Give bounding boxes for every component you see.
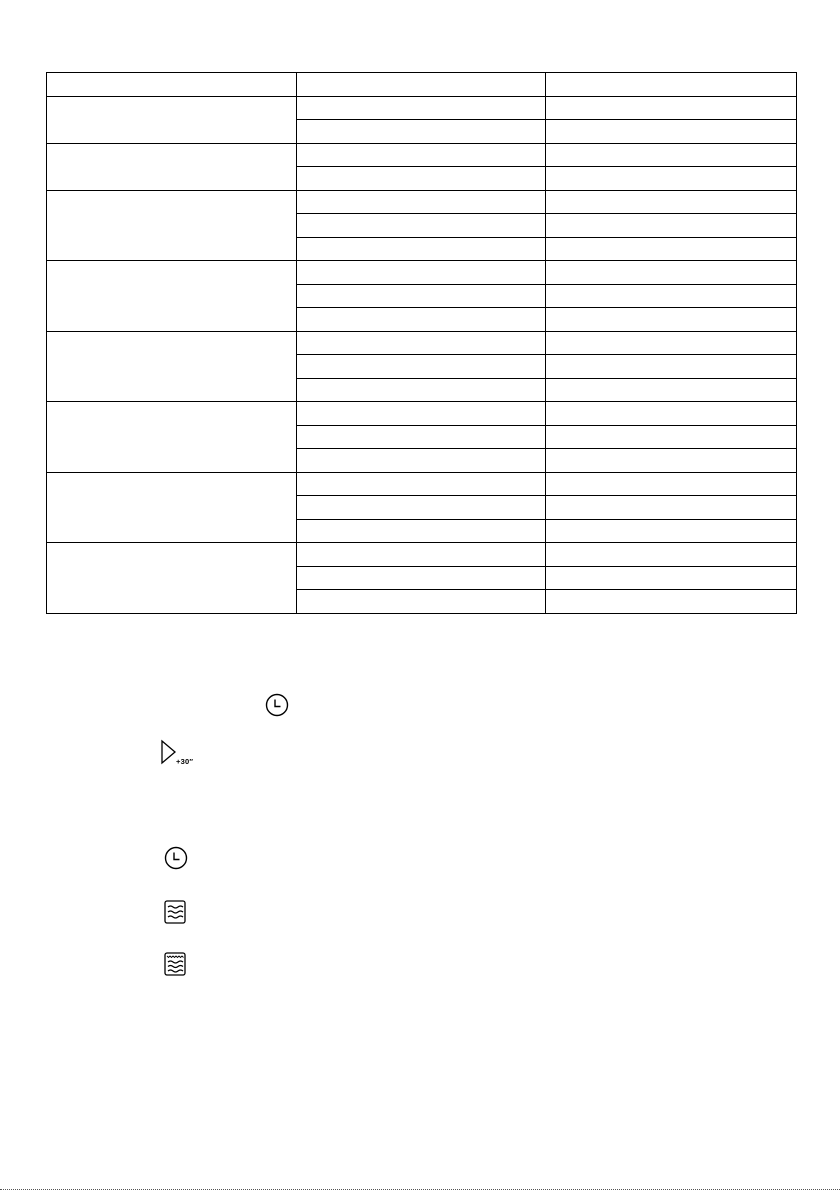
table-cell [546, 543, 797, 567]
table-cell [546, 96, 797, 120]
table-row [47, 96, 797, 120]
table-row [47, 543, 797, 567]
table-group-label-cell [47, 402, 297, 473]
table-cell [297, 425, 546, 449]
table-cell [546, 284, 797, 308]
page-bottom-dotted-line [0, 1189, 840, 1190]
table-cell [546, 378, 797, 402]
table-cell [297, 167, 546, 191]
table-cell [297, 190, 546, 214]
table-cell [546, 308, 797, 332]
table-header-cell [546, 73, 797, 97]
table-cell [546, 402, 797, 426]
table-cell [297, 449, 546, 473]
clock-icon [164, 846, 188, 870]
table-cell [546, 425, 797, 449]
table-cell [297, 308, 546, 332]
table-group-label-cell [47, 331, 297, 402]
table-cell [546, 143, 797, 167]
table-cell [546, 590, 797, 614]
table-cell [297, 214, 546, 238]
table-cell [297, 284, 546, 308]
table-row [47, 190, 797, 214]
table-cell [546, 472, 797, 496]
table-cell [297, 472, 546, 496]
table-cell [546, 496, 797, 520]
table-cell [297, 402, 546, 426]
table-cell [297, 519, 546, 543]
table-group-label-cell [47, 472, 297, 543]
table-row [47, 472, 797, 496]
table-group-label-cell [47, 261, 297, 332]
settings-table-body [47, 73, 797, 614]
table-cell [297, 96, 546, 120]
microwave-grill-icon [164, 952, 186, 976]
table-header-row [47, 73, 797, 97]
table-cell [297, 261, 546, 285]
table-header-cell [297, 73, 546, 97]
table-cell [546, 449, 797, 473]
table-cell [546, 331, 797, 355]
table-cell [546, 237, 797, 261]
table-cell [297, 378, 546, 402]
table-cell [297, 331, 546, 355]
play-plus-30-label: +30″ [176, 757, 194, 766]
play-plus-30-icon [161, 740, 177, 764]
table-cell [297, 237, 546, 261]
table-cell [546, 167, 797, 191]
table-cell [297, 143, 546, 167]
table-cell [297, 496, 546, 520]
table-cell [546, 566, 797, 590]
table-row [47, 261, 797, 285]
table-cell [297, 355, 546, 379]
table-group-label-cell [47, 543, 297, 614]
table-cell [546, 190, 797, 214]
table-cell [546, 214, 797, 238]
table-cell [546, 519, 797, 543]
clock-icon [265, 693, 289, 717]
table-row [47, 402, 797, 426]
table-group-label-cell [47, 96, 297, 143]
table-row [47, 143, 797, 167]
microwave-wave-icon [164, 900, 186, 924]
table-group-label-cell [47, 143, 297, 190]
table-group-label-cell [47, 190, 297, 261]
table-cell [297, 566, 546, 590]
table-row [47, 331, 797, 355]
table-header-cell [47, 73, 297, 97]
table-cell [297, 543, 546, 567]
table-cell [297, 120, 546, 144]
table-cell [546, 120, 797, 144]
settings-table [46, 72, 797, 614]
table-cell [546, 261, 797, 285]
table-cell [297, 590, 546, 614]
table-cell [546, 355, 797, 379]
